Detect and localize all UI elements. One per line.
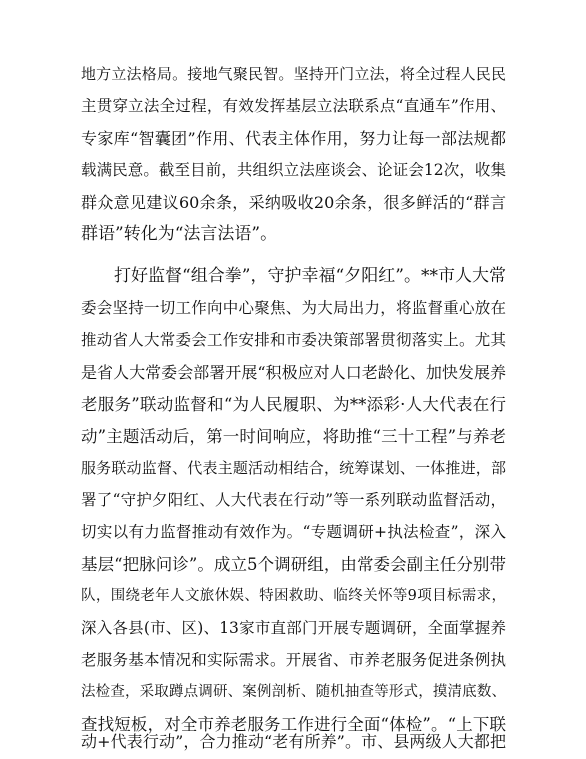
paragraph-line: 打好监督“组合拳”，守护幸福“夕阳红”。**市人大常 xyxy=(114,266,506,286)
paragraph-line: 群语”转化为“法言法语”。 xyxy=(81,224,278,244)
paragraph-line: 群众意见建议60余条，采纳吸收20余条，很多鲜活的“群言 xyxy=(81,193,506,212)
paragraph-line: 法检查，采取蹲点调研、案例剖析、随机抽查等形式，摸清底数、 xyxy=(81,684,506,700)
paragraph-line: 委会坚持一切工作向中心聚焦、为大局出力，将监督重心放在 xyxy=(81,299,506,317)
paragraph-line: 署了“守护夕阳红、人大代表在行动”等一系列联动监督活动， xyxy=(81,491,506,509)
paragraph-line: 深入各县(市、区)、13家市直部门开展专题调研，全面掌握养 xyxy=(81,619,506,637)
paragraph-line: 动+代表行动”，合力推动“老有所养”。市、县两级人大都把 xyxy=(81,732,506,751)
paragraph-line: 老服务”联动监督和“为人民履职、为**添彩·人大代表在行 xyxy=(81,395,506,414)
paragraph-line: 推动省人大常委会工作安排和市委决策部署贯彻落实上。尤其 xyxy=(81,331,506,349)
paragraph-line: 专家库“智囊团”作用、代表主体作用，努力让每一部法规都 xyxy=(81,129,506,148)
paragraph-line: 载满民意。截至目前，共组织立法座谈会、论证会12次，收集 xyxy=(81,161,506,179)
paragraph-line: 基层“把脉问诊”。成立5个调研组，由常委会副主任分别带 xyxy=(81,555,506,574)
paragraph-line: 队，围绕老年人文旅休娱、特困救助、临终关怀等9项目标需求， xyxy=(81,588,506,604)
paragraph-line: 查找短板，对全市养老服务工作进行全面“体检”。“上下联 xyxy=(81,715,506,734)
paragraph-line: 切实以有力监督推动有效作为。“专题调研+执法检查”，深入 xyxy=(81,523,506,541)
paragraph-line: 老服务基本情况和实际需求。开展省、市养老服务促进条例执 xyxy=(81,651,506,669)
paragraph-line: 主贯穿立法全过程，有效发挥基层立法联系点“直通车”作用、 xyxy=(81,97,506,115)
paragraph-line: 地方立法格局。接地气聚民智。坚持开门立法，将全过程人民民 xyxy=(81,65,506,83)
paragraph-line: 服务联动监督、代表主题活动相结合，统筹谋划、一体推进，部 xyxy=(81,459,506,477)
paragraph-line: 是省人大常委会部署开展“积极应对人口老龄化、加快发展养 xyxy=(81,363,506,382)
paragraph-line: 动”主题活动后，第一时间响应，将助推“三十工程”与养老 xyxy=(81,427,506,446)
